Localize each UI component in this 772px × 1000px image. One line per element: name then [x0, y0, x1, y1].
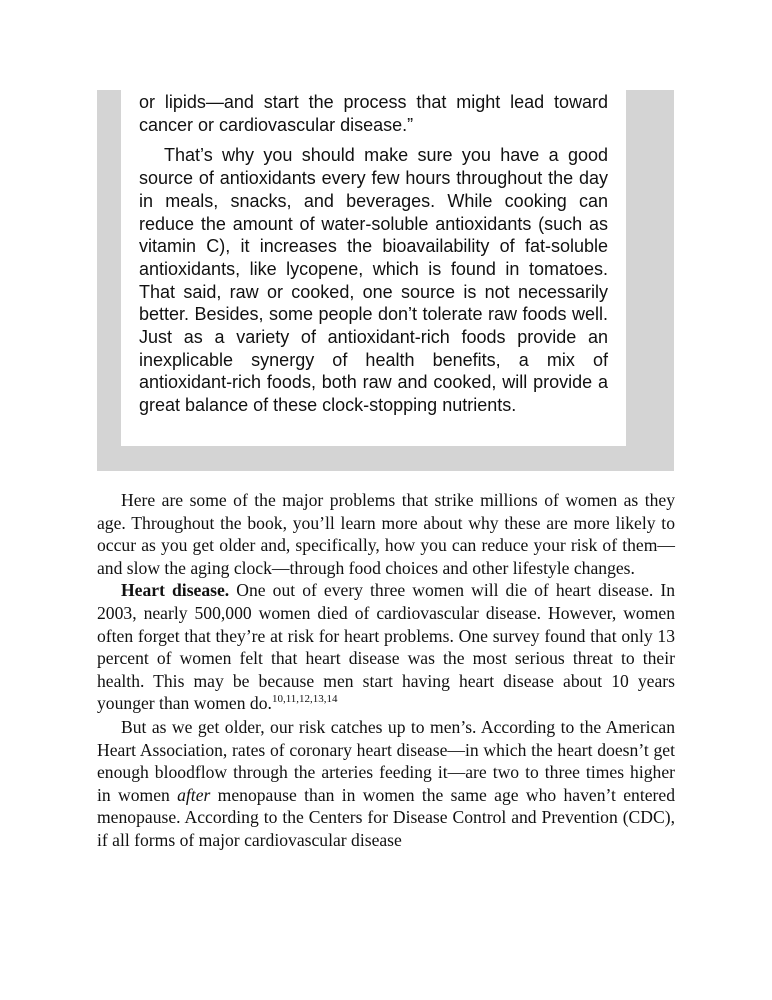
body-paragraph-3-end: menopause than in women the same age who haven’t entered menopause. According to the Centers for Disease Control and Prevention (CDC), if all forms of major cardiovascular disease [97, 784, 676, 850]
main-body-text [97, 489, 675, 852]
sidebar-paragraph-2: That’s why you should make sure you have a good source of antioxidants every few hours throughout the day in meals, snacks, and beverages. While cooking can reduce the amount of water-soluble antioxidants (such as vitamin C), it increases the bioavailability of fat-soluble antioxidants, like lycopene, which is found in tomatoes. That said, raw or cooked, one source is not necessarily better. Besides, some people don’t tolerate raw foods well. Just as a variety of antioxidant-rich foods provide an inexplicable synergy of health benefits, a mix of antioxidant-rich foods, both raw and cooked, will provide a great balance of these clock-stopping nutrients. [139, 145, 608, 416]
body-paragraph-2-text: One out of every three women will die of heart disease. In 2003, nearly 500,000 women died of cardiovascular disease. However, women often forget that they’re at risk for heart problems. One survey found that only 13 percent of women felt that heart disease was the most serious threat to their health. This may be because men start having heart disease about 10 years younger than women do. [97, 580, 675, 714]
heart-disease-heading: Heart disease. [121, 580, 230, 601]
body-paragraph-1: Here are some of the major problems that strike millions of women as they age. Throughout the book, you’ll learn more about why these are more likely to occur as you get older and, specifically, how you can reduce your risk of them—and slow the aging clock—through food choices and other lifestyle changes. [97, 490, 675, 578]
body-paragraph-3 [97, 716, 675, 852]
emphasis-after: after [177, 784, 211, 805]
sidebar-content [121, 90, 626, 446]
body-paragraph-3-start: But as we get older, our risk catches up to men’s. According to the American Heart Association, rates of coronary heart disease—in which the heart doesn’t get enough bloodflow through the arteries feeding it—are two to three times higher in women [97, 716, 675, 805]
sidebar-paragraph-1: or lipids—and start the process that might lead toward cancer or cardiovascular disease.” [139, 92, 608, 135]
sidebar-box [97, 90, 674, 471]
reference-superscript: 10,11,12,13,14 [271, 693, 338, 706]
body-paragraph-2 [97, 579, 675, 715]
